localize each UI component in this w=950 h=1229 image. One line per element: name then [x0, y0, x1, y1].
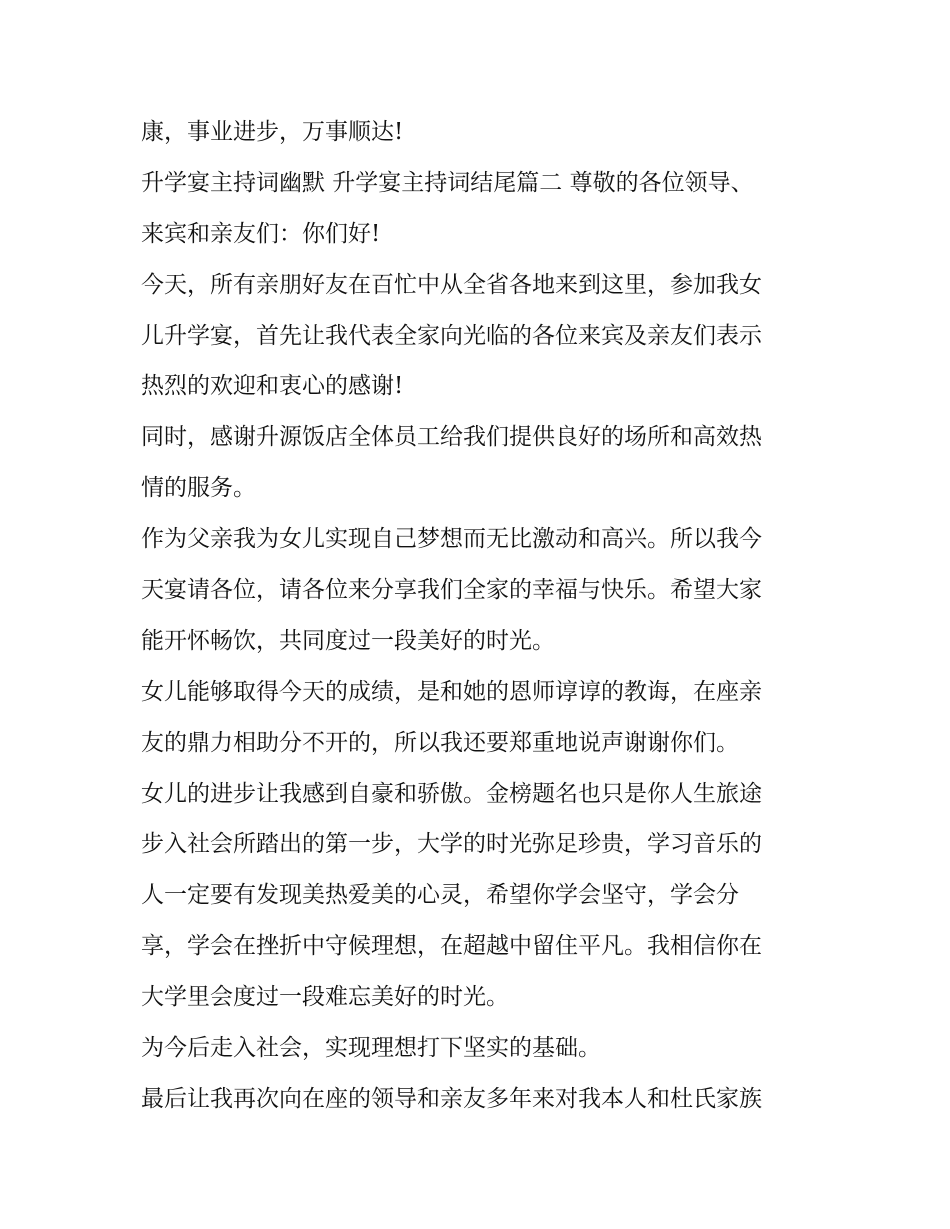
- text-line: 人一定要有发现美热爱美的心灵，希望你学会坚守，学会分: [141, 882, 739, 909]
- text-line: 天宴请各位，请各位来分享我们全家的幸福与快乐。希望大家: [141, 577, 762, 604]
- text-line: 能开怀畅饮，共同度过一段美好的时光。: [141, 627, 555, 654]
- text-line: 享，学会在挫折中守候理想，在超越中留住平凡。我相信你在: [141, 933, 762, 960]
- body-text: [141, 107, 821, 1125]
- text-line: 热烈的欢迎和衷心的感谢!: [141, 373, 404, 400]
- text-line: 来宾和亲友们：你们好!: [141, 220, 381, 247]
- text-line: 友的鼎力相助分不开的，所以我还要郑重地说声谢谢你们。: [141, 729, 739, 756]
- text-line: 今天，所有亲朋好友在百忙中从全省各地来到这里，参加我女: [141, 271, 762, 298]
- text-line: 升学宴主持词幽默 升学宴主持词结尾篇二 尊敬的各位领导、: [141, 169, 754, 196]
- text-line: 女儿的进步让我感到自豪和骄傲。金榜题名也只是你人生旅途: [141, 780, 762, 807]
- text-line: 同时，感谢升源饭店全体员工给我们提供良好的场所和高效热: [141, 424, 762, 451]
- text-line: 步入社会所踏出的第一步，大学的时光弥足珍贵，学习音乐的: [141, 831, 762, 858]
- text-line: 作为父亲我为女儿实现自己梦想而无比激动和高兴。所以我今: [141, 526, 762, 553]
- text-line: 女儿能够取得今天的成绩，是和她的恩师谆谆的教诲，在座亲: [141, 678, 762, 705]
- text-line: 为今后走入社会，实现理想打下坚实的基础。: [141, 1035, 601, 1062]
- text-line: 儿升学宴，首先让我代表全家向光临的各位来宾及亲友们表示: [141, 322, 762, 349]
- text-line: 康，事业进步，万事顺达!: [141, 119, 404, 145]
- text-line: 情的服务。: [141, 475, 256, 502]
- text-line: 最后让我再次向在座的领导和亲友多年来对我本人和杜氏家族: [141, 1085, 762, 1112]
- text-line: 大学里会度过一段难忘美好的时光。: [141, 984, 509, 1011]
